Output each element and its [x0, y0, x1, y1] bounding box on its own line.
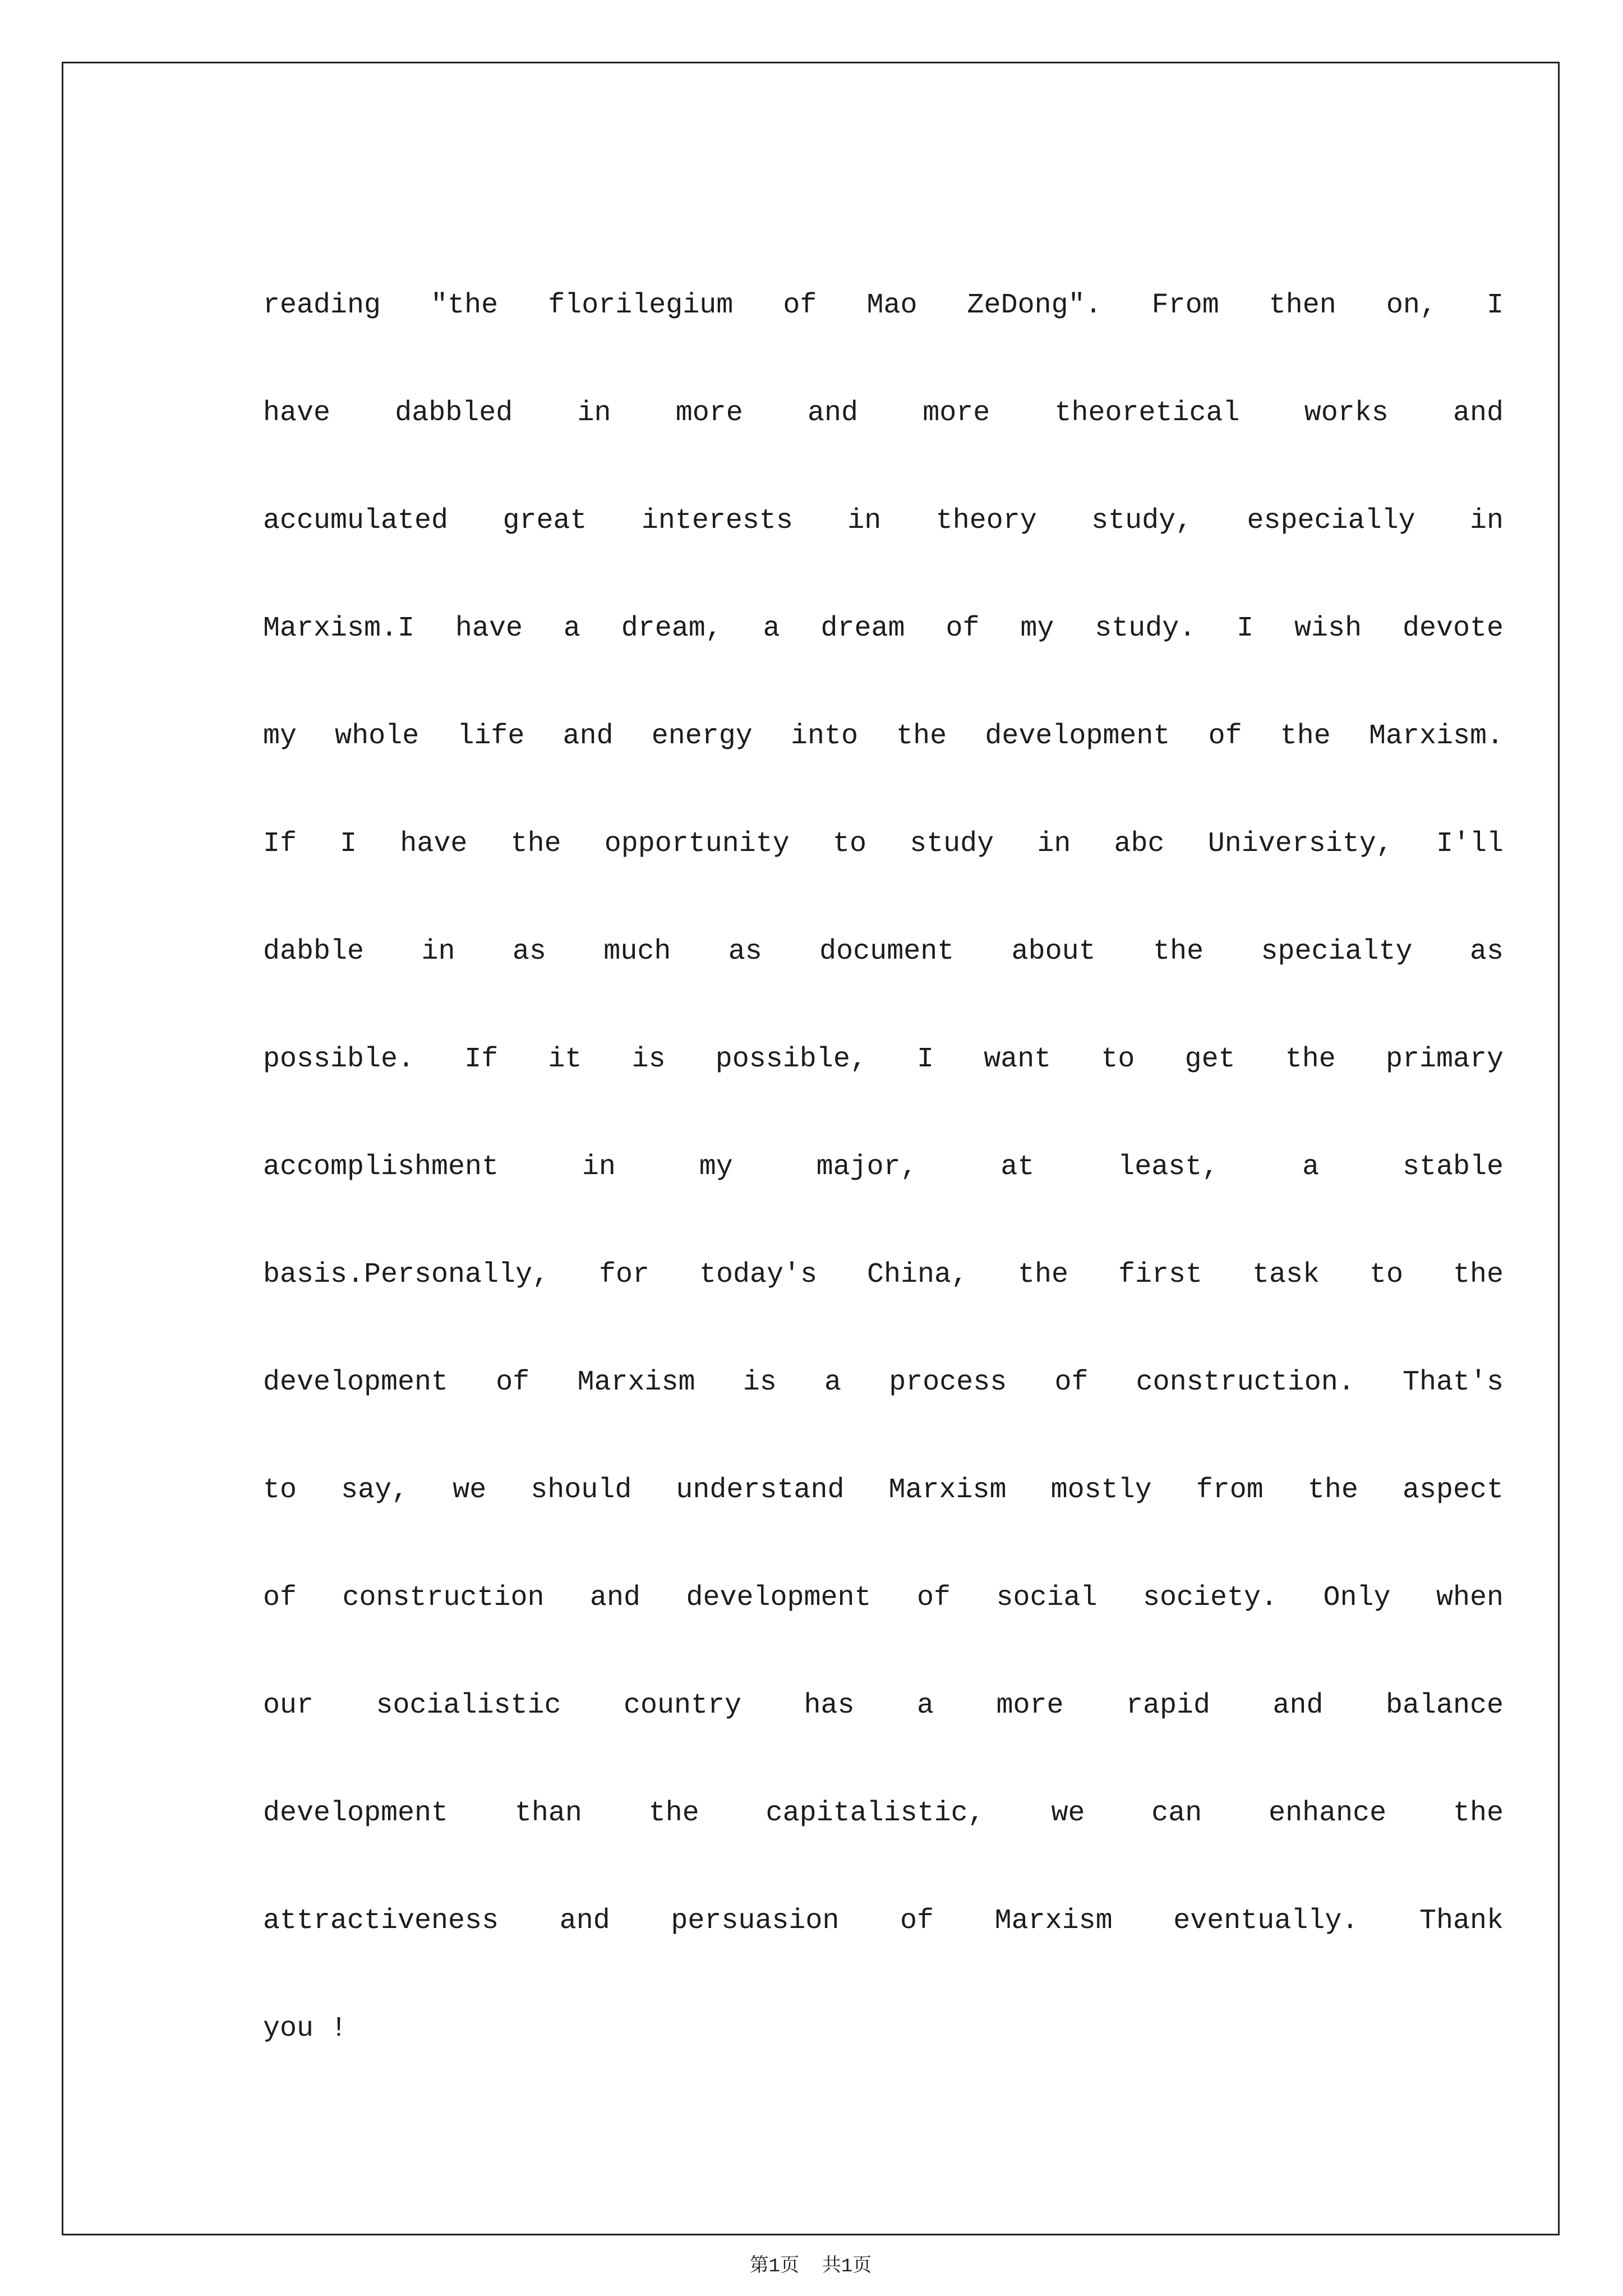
text-line: have dabbled in more and more theoretical works and — [263, 397, 1504, 429]
text-line: accomplishment in my major, at least, a stable — [263, 1151, 1504, 1183]
text-line: attractiveness and persuasion of Marxism eventually. Thank — [263, 1905, 1504, 1937]
text-line: Marxism.I have a dream, a dream of my study. I wish devote — [263, 613, 1504, 645]
text-line: my whole life and energy into the development of the Marxism. — [263, 720, 1504, 752]
paragraph — [263, 252, 1504, 2083]
text-line: reading "the florilegium of Mao ZeDong". From then on, I — [263, 289, 1504, 321]
text-line: If I have the opportunity to study in abc University, I'll — [263, 828, 1504, 860]
text-line: dabble in as much as document about the specialty as — [263, 936, 1504, 968]
text-line: accumulated great interests in theory study, especially in — [263, 505, 1504, 537]
text-line: development of Marxism is a process of construction. That's — [263, 1366, 1504, 1398]
text-line: to say, we should understand Marxism mostly from the aspect — [263, 1474, 1504, 1506]
text-line: you ! — [263, 2013, 348, 2045]
text-line: possible. If it is possible, I want to get the primary — [263, 1043, 1504, 1075]
text-line: our socialistic country has a more rapid and balance — [263, 1690, 1504, 1722]
text-line: of construction and development of social society. Only when — [263, 1582, 1504, 1614]
page-footer: 第1页 共1页 — [749, 2256, 872, 2277]
text-line: basis.Personally, for today's China, the first task to the — [263, 1259, 1504, 1291]
page-border-frame — [62, 62, 1560, 2277]
text-line: development than the capitalistic, we can enhance the — [263, 1797, 1504, 1829]
